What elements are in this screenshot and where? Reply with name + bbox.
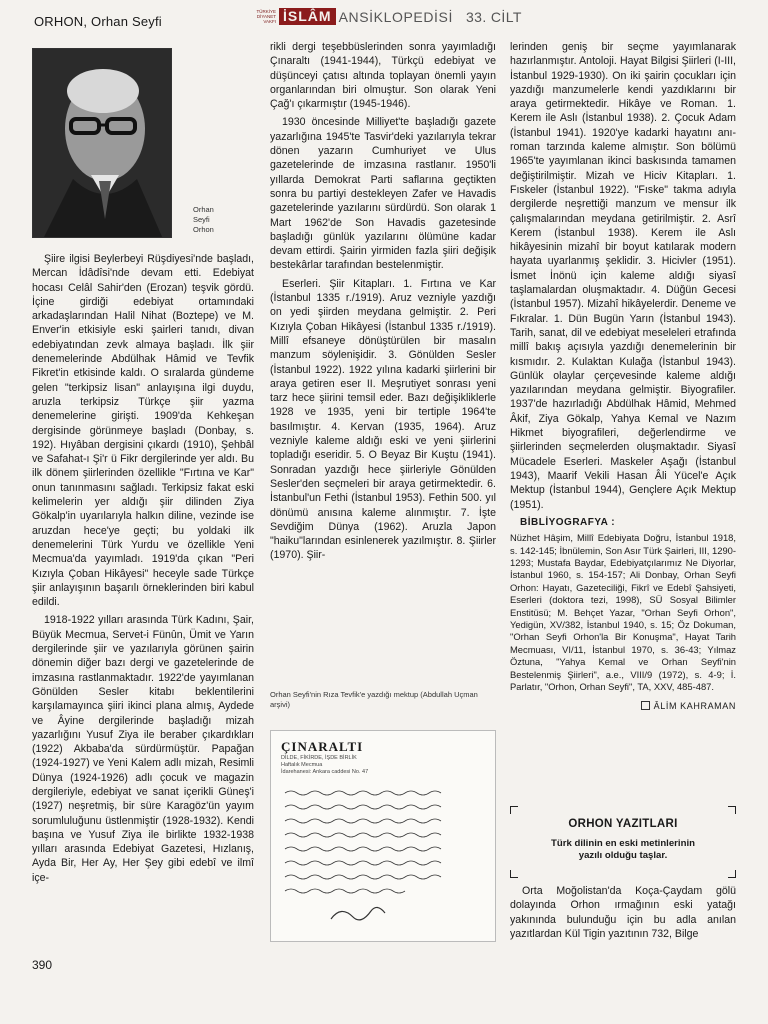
bibliography-heading: BİBLİYOGRAFYA : [520, 516, 616, 528]
logo-islam: İSLÂM [279, 8, 336, 25]
letterhead-line: İdarehanesi: Ankara caddesi No. 47 [281, 769, 369, 775]
corner-mark [510, 870, 518, 878]
article-subtitle: Türk dilinin en eski metinlerinin yazılı olduğu taşlar. [551, 838, 695, 861]
paragraph: 1918-1922 yılları arasında Türk Kadını, Şair, Büyük Mecmua, Servet-i Fünûn, Ümit ve Yarın dergilerinde şiir ve yazılarıyla görünen şairin dönemin diğer bazı dergi ve gazetelerinde de imzasına rastlanmaktadır. 1922'de yayımlanan Gönülden Sesler kitabı beklentilerini karşılamayınca şiiri ikinci plana almış, Aydede ve Âyine dergilerinde başladığı mizah yazarlığını Yusuf Ziya ile beraber çıkardıkları (1922) Akbaba'da sürdürmüştür. Papağan (1924-1927) ve Yeni Kalem adlı mizah, Resimli Dünya (1924-1926) adlı çocuk ve magazin dergileriyle, edebiyat ve sanat içerikli Güneş'i (1927) neşretmiş, bir süre Karagöz'ün yayım sorumluluğunu üstlenmiştir (1928-1932). Kendi başına ve Yusuf Ziya ile birlikte 1932-1938 yılları arasında Edebiyat Gazetesi, Hızlanış, Ayda Bir, Her Ay, Her Şey gibi edebî ve ilmî içe- [32, 614, 254, 884]
letter-caption: Orhan Seyfi'nin Rıza Tevfik'e yazdığı mektup (Abdullah Uçman arşivi) [270, 690, 478, 709]
portrait-photo [32, 48, 172, 238]
column-3-continued [510, 884, 736, 945]
next-article-box [510, 806, 736, 878]
paragraph: Orta Moğolistan'da Koça-Çaydam gölü dolayında Orhon ırmağının eski yatağı yakınında bulunduğu için bu adla anılan yazıtlardan Kül Tigin yazıtının 732, Bilge [510, 885, 736, 940]
paragraph: lerinden geniş bir seçme yayımlanarak hazırlanmıştır. Antoloji. Hayat Bilgisi Şiirleri (I-III, İstanbul 1929-1930). On iki şairin çocukları için yazdığı manzumelerle kendi yazdıklarını bir araya getirmektedir. Hikâye ve Roman. 1. Kerem ile Aslı (İstanbul 1938). 2. Çocuk Adam (İstanbul 1941). 1920'ye kadarki hayatını anı-roman tarzında kaleme almıştır. Son bölümü 1965'te yayımlanan ikinci baskısında tamamen değiştirilmiştir. Mizah ve Hiciv Kitapları. 1. Fıskeler (İstanbul 1922). "Fıske" takma adıyla dergilerde neşrettiği manzum ve mensur ilk çalışmalarından meydana getirilmiştir. 2. Asrî Kerem (İstanbul 1938). Kerem ile Aslı hikâyesinin mizahî bir boyut katılarak modern hayata uyarlanmış şeklidir. 3. Hicivler (1951). İsmet İnönü için kaleme aldığı siyasî taşlamalardan oluşmaktadır. 4. Düğün Gecesi (İstanbul 1957). Mizahî hikâyelerdir. Deneme ve Fıkralar. 1. Dün Bugün Yarın (İstanbul 1943). Tarih, sanat, dil ve edebiyat meseleleri etrafında millî bakış açısıyla yazdığı denemelerinin bir kısmıdır. 2. Kulaktan Kulağa (İstanbul 1943). Günlük olaylar çerçevesinde kaleme aldığı yazılarından meydana gelmiştir. Biyografiler. 1937'de hazırladığı Abdülhak Hâmid, Mehmed Âkif, Ziya Gökalp, Yahya Kemal ve Nazım Hikmet biyografileri, değerlendirme ve şiirlerinden seçmelerden oluşmaktadır. Siyasî Mücadele Eserleri. Maskeler Aşağı (İstanbul 1943), Maarif Vekili Hasan Âli Yücel'e Açık Mektup (İstanbul 1944), Gençlere Açık Mektup (1951). [510, 41, 736, 511]
column-3 [510, 40, 736, 714]
paragraph: rikli dergi teşebbüslerinden sonra yayımladığı Çınaraltı (1941-1944), Türkçü edebiyat ve düşünceyi çatısı altında toplayan önemli yayın organlarından biri olmuştur. Son olarak Yeni Çağ'ı çıkarmıştır (1945-1946). [270, 41, 496, 111]
paragraph: Şiire ilgisi Beylerbeyi Rüşdiyesi'nde başladı, Mercan İdâdîsi'nde devam etti. Edebiyat hocası Celâl Sahir'den (Erozan) teşvik gördü. İçine girdiği edebiyat ortamındaki arkadaşlarından Halil Nihat (Boztepe) ve M. Enver'in etkisiyle eski şairleri tanıdı, divan edebiyatından zevk almaya başladı. İlk şiir denemelerinde Abdülhak Hâmid ve Tevfik Fikret'in etkisinde kaldı. O sıralarda gündeme gelen "terkipsiz lisan" anlayışına ilgi duydu, aruzla terkipsiz Türkçe şiir yazma denemelerine girişti. 1909'da Kehkeşan dergisinde görünmeye başladı (Donbay, s. 192). Hıyâban dergisini çıkardı (1910), Şehbâl ve Safahat-ı Şi'r ü Fikr dergilerinde yer aldı. Bu ilk dönem şiirlerinden özellikle "Fırtına ve Kar" onun tanınmasını sağladı. Terkipsiz fakat eski kelimelerin yer aldığı şiir dilinden Ziya Gökalp'in uyarılarıyla halkın diline, vezinde ise aruzdan hece'ye geçti; bu yoldaki ilk denemelerini Türk Yurdu ve özellikle Yeni Mecmua'da yayımladı. 1919'da çıkan "Peri Kızıyla Çoban Hikâyesi" heceyle sade Türkçe şiir anlayışının başarılı örneklerinden biri kabul edildi. [32, 253, 254, 609]
encyclopedia-logo [246, 8, 522, 25]
photo-caption: Orhan Seyfi Orhon [193, 205, 214, 234]
running-header: ORHON, Orhan Seyfi [34, 14, 162, 29]
letterhead-line: Haftalık Mecmua [281, 762, 323, 768]
paragraph: 1930 öncesinde Milliyet'te başladığı gazete yazarlığına 1945'te Tasvir'deki yazılarıyla tekrar dönen yazarın Cumhuriyet ve Ulus gazetelerinde de imzasına rastlanır. 1950'li yıllarda Demokrat Parti saflarına geçtikten sonra bu partiyi destekleyen Zafer ve Havadis gazetelerinde yazılarını sürdürdü. Son olarak 1 Mart 1962'de Son Havadis gazetesinde başladığı günlük yazılarını ölümüne kadar devam ettirdi. Şairin yirmiden fazla şiiri değişik bestekârlar tarafından bestelenmiştir. [270, 116, 496, 272]
letter-image [270, 730, 496, 942]
corner-mark [728, 870, 736, 878]
author-signature: ÂLİM KAHRAMAN [510, 699, 736, 713]
works-paragraph: Eserleri. Şiir Kitapları. 1. Fırtına ve Kar (İstanbul 1335 r./1919). Aruz vezniyle yazdığı on yedi şiirden meydana gelmiştir. 2. Peri Kızıyla Çoban Hikâyesi (İstanbul 1335 r./1919). Millî efsaneye dönüştürülen bir masalın manzum söylenişidir. 3. Gönülden Sesler (İstanbul 1922). 1922 yılına kadarki şiirlerini bir araya getiren eser II. Meşrutiyet sonrası yeni tarz hece şiirini temsil eder. Bazı değişikliklerle 1928 ve 1935, yeni bir tertiple 1964'te basılmıştır. 4. Kervan (1935, 1964). Aruz vezniyle kaleme aldığı eski ve yeni şiirlerini topladığı eseridir. 5. O Beyaz Bir Kuştu (1941). Sonradan yazdığı hece şiirleriyle Gönülden Sesler'den seçmeleri bir araya getirmektedir. 6. İstanbul'un Fethi (İstanbul 1953). Fethin 500. yıl dönümü anısına kaleme alınmıştır. 7. İşte Sevdiğim Dünya (1962). Aruzla Japon "haiku"larından esinlenerek yazılmıştır. 8. Şiirler (1970). Şiir- [270, 277, 496, 562]
logo-publisher: TÜRKİYE DİYANET VAKFI [256, 9, 276, 24]
letterhead-line: DİLDE, FİKİRDE, İŞDE BİRLİK [281, 755, 357, 761]
volume-label: 33. CİLT [465, 8, 522, 25]
square-icon [641, 701, 650, 710]
letterhead-title: ÇINARALTI [281, 739, 364, 754]
column-2 [270, 40, 496, 567]
page-number: 390 [32, 958, 53, 972]
bibliography-text: Nüzhet Hâşim, Millî Edebiyata Doğru, İstanbul 1918, s. 142-145; İbnülemin, Son Asır Türk Şairleri, III, 1290-1293; Mustafa Baydar, Edebiyatçılarımız Ne Diyorlar, İstanbul 1960, s. 154-157; Ali Donbay, Orhan Seyfi Orhon: Hayatı, Gazeteciliği, Fikrî ve Edebî Şahsiyeti, Eserleri (doktora tezi, 1998), SÜ Sosyal Bilimler Enstitüsü; M. Behçet Yazar, "Orhan Seyfi Orhon", Yedigün, XV/382, İstanbul 1940, s. 15; Öz Dokuman, "Orhan Seyfi Orhon'la Bir Konuşma", Hayat Tarih Mecmuası, VI/11, İstanbul 1970, s. 36-43; Yılmaz Öztuna, "Yahya Kemal ve Orhan Seyfi'nin Bestelenmiş Şiirleri", a.e., VIII/9 (1972), s. 4-9; İ. Parlatır, "Orhon, Orhan Seyfi", TA, XXV, 485-487. [510, 532, 736, 692]
article-title: ORHON YAZITLARI [568, 818, 678, 830]
logo-ansiklopedisi: ANSİKLOPEDİSİ [338, 8, 453, 25]
column-1 [32, 252, 254, 889]
handwriting-image [271, 781, 496, 941]
corner-mark [728, 806, 736, 814]
corner-mark [510, 806, 518, 814]
